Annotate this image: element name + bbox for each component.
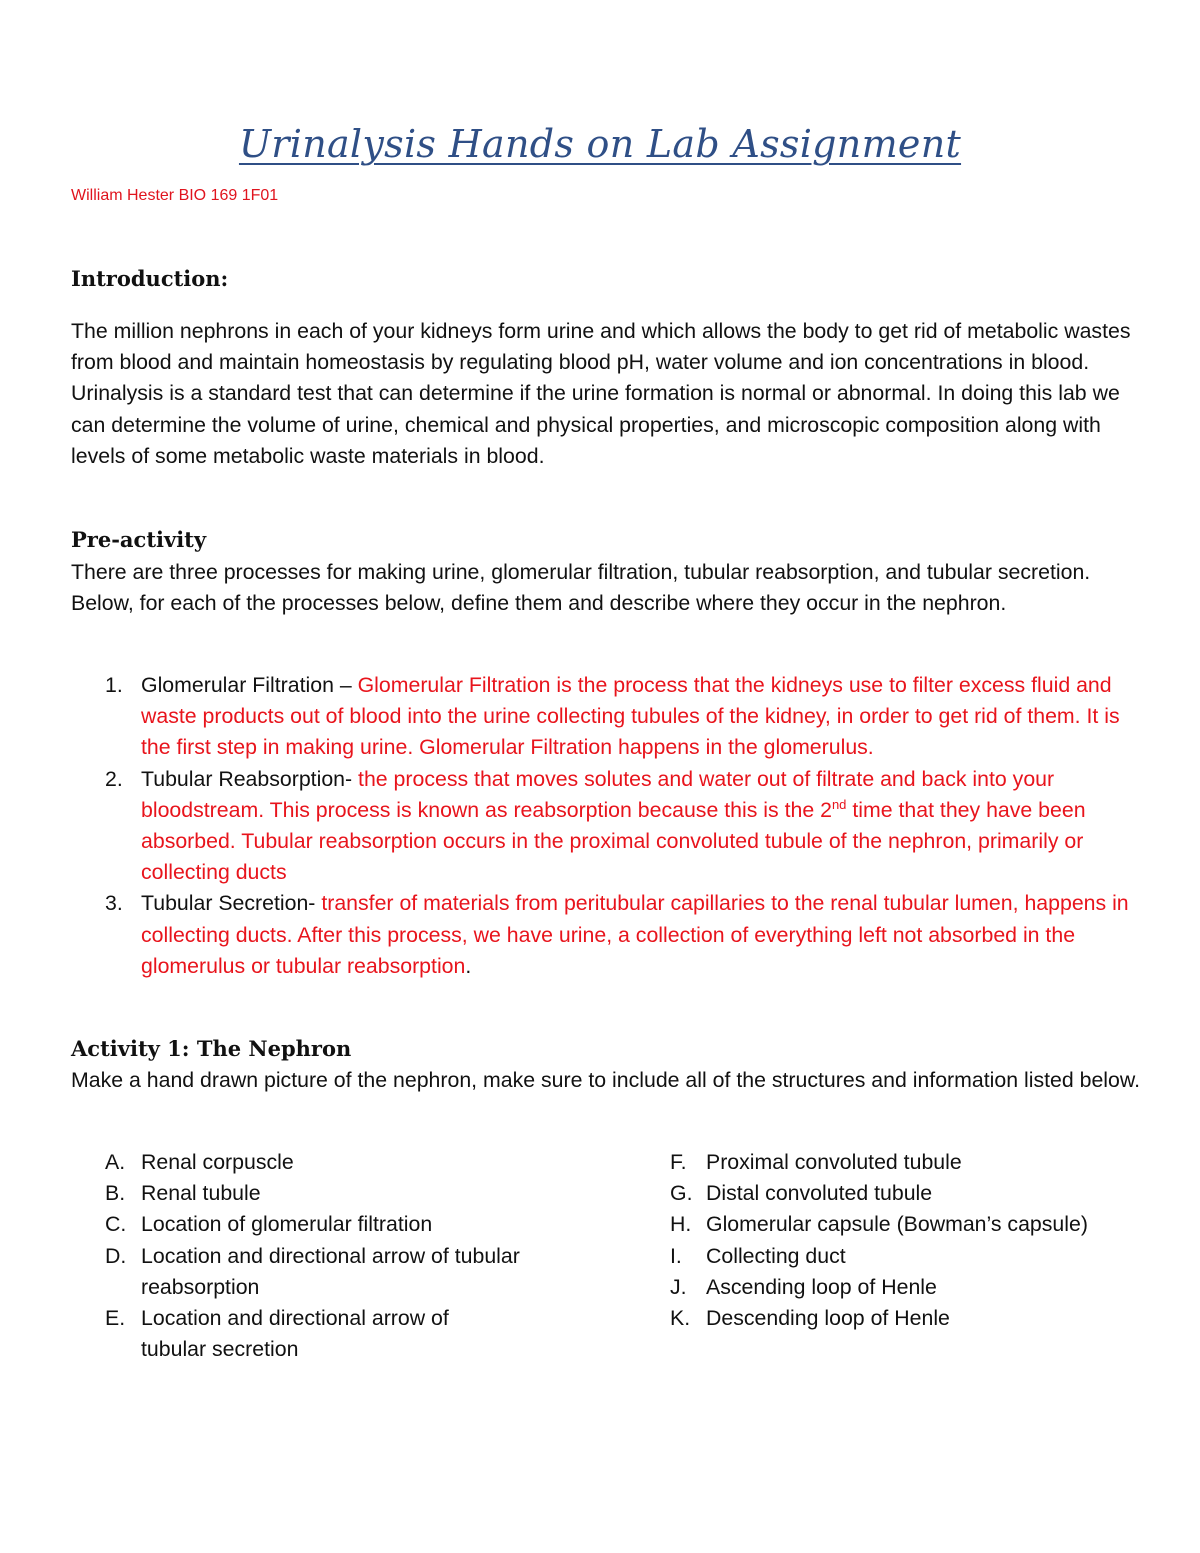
list-item-text: Glomerular capsule (Bowman’s capsule) xyxy=(706,1212,1088,1237)
list-item-text: Collecting duct xyxy=(706,1243,846,1268)
process-item-glomerular-filtration xyxy=(71,670,1141,764)
list-letter: D. xyxy=(105,1243,127,1268)
list-item-text: Proximal convoluted tubule xyxy=(706,1150,962,1174)
list-item-text: Location of glomerular filtration xyxy=(141,1212,433,1237)
list-item-text: Descending loop of Henle xyxy=(706,1306,950,1331)
list-number: 2. xyxy=(105,766,123,791)
list-item-text: Renal corpuscle xyxy=(141,1150,294,1174)
ordinal-superscript: nd xyxy=(831,796,847,812)
list-number: 3. xyxy=(105,891,123,916)
author-line: William Hester BIO 169 1F01 xyxy=(71,187,279,204)
list-item xyxy=(71,1209,601,1240)
list-item xyxy=(636,1241,1176,1272)
list-item xyxy=(71,1241,601,1303)
process-term: Glomerular Filtration – xyxy=(141,673,358,697)
process-answer-continued: time that they have been absorbed. Tubular reabsorption occurs in the proximal convoluted tubule of the nephron, primarily or collecting ducts xyxy=(141,797,1086,885)
list-letter: I. xyxy=(670,1243,682,1268)
list-letter: A. xyxy=(105,1150,126,1174)
list-item xyxy=(636,1303,1176,1334)
list-letter: E. xyxy=(105,1306,126,1331)
process-list xyxy=(71,670,1141,982)
list-item xyxy=(71,1178,601,1209)
pre-activity-heading: Pre-activity xyxy=(71,527,207,552)
document-title: Urinalysis Hands on Lab Assignment xyxy=(238,122,962,166)
process-answer: the process that moves solutes and water out of filtrate and back into your bloodstream. This process is known as reabsorption because this is the 2 xyxy=(141,766,1055,822)
list-item-text: Renal tubule xyxy=(141,1181,261,1206)
list-item xyxy=(636,1272,1176,1303)
process-answer: transfer of materials from peritubular capillaries to the renal tubular lumen, happens in collecting ducts. After this process, we have urine, a collection of everything left not absorbed in the glomerulus or tubular reabsorption xyxy=(141,891,1129,978)
list-item xyxy=(636,1147,1176,1178)
process-item-tubular-reabsorption xyxy=(71,764,1141,889)
activity1-paragraph: Make a hand drawn picture of the nephron, make sure to include all of the structures and information listed below. xyxy=(71,1068,1141,1092)
list-item xyxy=(636,1209,1176,1240)
pre-activity-paragraph: There are three processes for making urine, glomerular filtration, tubular reabsorption, and tubular secretion. Below, for each of the processes below, define them and describe where they occur in the nephron. xyxy=(71,560,1091,616)
list-letter: F. xyxy=(670,1150,687,1174)
list-letter: G. xyxy=(670,1181,693,1206)
introduction-paragraph: The million nephrons in each of your kidneys form urine and which allows the body to get rid of metabolic wastes from blood and maintain homeostasis by regulating blood pH, water volume and ion concentrations in blood. Urinalysis is a standard test that can determine if the urine formation is normal or abnormal. In doing this lab we can determine the volume of urine, chemical and physical properties, and microscopic composition along with levels of some metabolic waste materials in blood. xyxy=(71,319,1131,468)
list-item-text: Location and directional arrow of tubular secretion xyxy=(141,1306,449,1362)
activity1-heading: Activity 1: The Nephron xyxy=(71,1036,352,1061)
list-item-text: Location and directional arrow of tubular reabsorption xyxy=(141,1243,520,1299)
list-item xyxy=(71,1303,601,1365)
list-letter: B. xyxy=(105,1181,126,1206)
structure-list-right xyxy=(636,1147,1176,1334)
list-item-text: Distal convoluted tubule xyxy=(706,1181,933,1206)
list-item xyxy=(636,1178,1176,1209)
process-answer: Glomerular Filtration is the process that the kidneys use to filter excess fluid and waste products out of blood into the urine collecting tubules of the kidney, in order to get rid of them. It is the first step in making urine. Glomerular Filtration happens in the glomerulus. xyxy=(141,673,1120,760)
list-letter: J. xyxy=(670,1274,687,1299)
introduction-heading: Introduction: xyxy=(71,266,229,291)
process-term: Tubular Secretion- xyxy=(141,891,322,916)
list-item-text: Ascending loop of Henle xyxy=(706,1274,937,1299)
list-letter: C. xyxy=(105,1212,127,1237)
process-term: Tubular Reabsorption- xyxy=(141,766,359,791)
list-item xyxy=(71,1147,601,1178)
process-item-tubular-secretion xyxy=(71,888,1141,982)
structure-list-left xyxy=(71,1147,601,1365)
list-letter: H. xyxy=(670,1212,692,1237)
list-number: 1. xyxy=(105,673,123,697)
list-letter: K. xyxy=(670,1306,691,1331)
process-answer-period: . xyxy=(465,953,472,978)
